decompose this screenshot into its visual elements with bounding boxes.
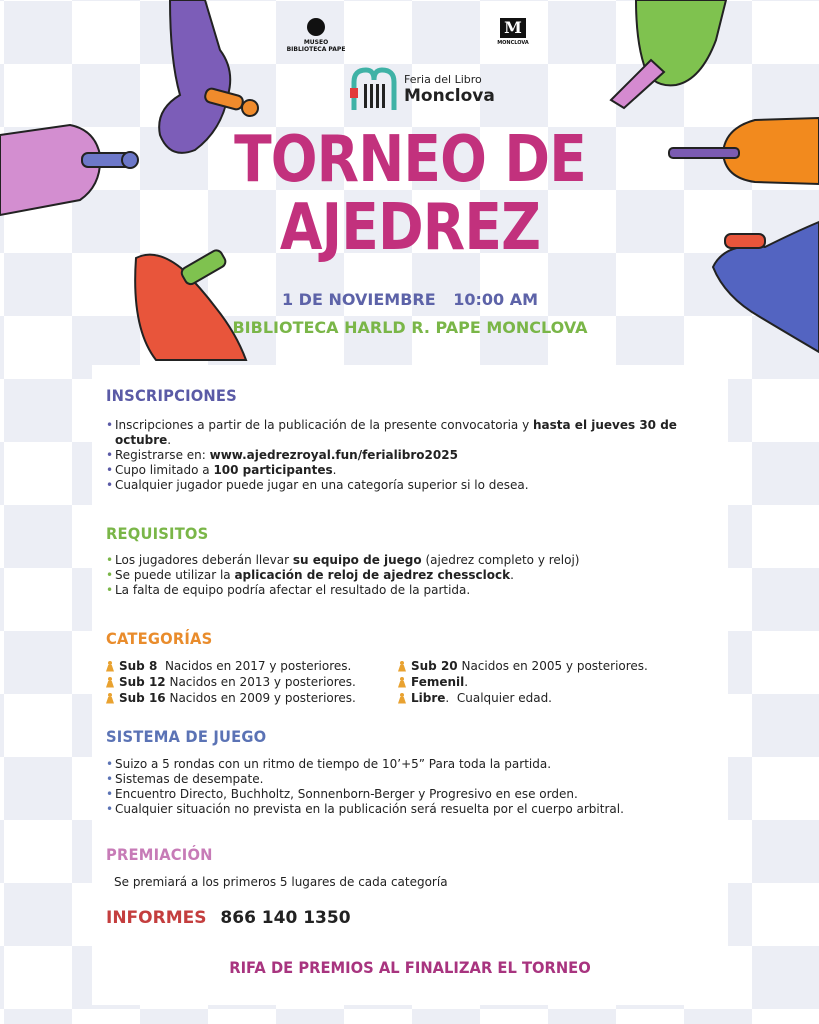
- list-item: • La falta de equipo podría afectar el resultado de la partida.: [106, 583, 726, 598]
- categorias-right-column: [398, 658, 708, 706]
- list-item: • Cualquier situación no prevista en la publicación será resuelta por el cuerpo arbitral.: [106, 802, 726, 817]
- list-item: • Suizo a 5 rondas con un ritmo de tiempo de 10’+5” Para toda la partida.: [106, 757, 726, 772]
- category-row: Sub 16 Nacidos en 2009 y posteriores.: [106, 690, 386, 706]
- heading-requisitos: REQUISITOS: [106, 524, 209, 543]
- sistema-list: [106, 757, 726, 817]
- categorias-left-column: [106, 658, 386, 706]
- informes-line: [106, 908, 351, 928]
- green-hand-icon: [606, 0, 726, 115]
- orange-hand-icon: [665, 118, 819, 184]
- museo-logo: MUSEO BIBLIOTECA PAPE: [282, 18, 350, 53]
- list-item: • Encuentro Directo, Buchholtz, Sonnenborn-Berger y Progresivo en ese orden.: [106, 787, 726, 802]
- list-item: • Sistemas de desempate.: [106, 772, 726, 787]
- registration-link[interactable]: www.ajedrezroyal.fun/ferialibro2025: [209, 448, 458, 462]
- event-date: 1 DE NOVIEMBRE: [281, 290, 436, 309]
- list-item: • Registrarse en: www.ajedrezroyal.fun/ferialibro2025: [106, 448, 726, 463]
- monclova-logo: M MONCLOVA: [497, 18, 529, 46]
- inscripciones-list: [106, 418, 726, 493]
- category-row: Femenil .: [398, 674, 708, 690]
- pawn-icon: [398, 661, 406, 672]
- pawn-icon: [106, 693, 114, 704]
- heading-premiacion: PREMIACIÓN: [106, 845, 213, 864]
- list-item: • Cualquier jugador puede jugar en una categoría superior si lo desea.: [106, 478, 726, 493]
- category-row: Sub 8 Nacidos en 2017 y posteriores.: [106, 658, 386, 674]
- list-item: • Cupo limitado a 100 participantes.: [106, 463, 726, 478]
- category-row: Sub 12 Nacidos en 2013 y posteriores.: [106, 674, 386, 690]
- pawn-icon: [106, 677, 114, 688]
- page-title-line-2: AJEDREZ: [279, 191, 541, 265]
- category-row: Sub 20 Nacidos en 2005 y posteriores.: [398, 658, 708, 674]
- page-title-line-1: TORNEO DE: [234, 123, 586, 197]
- category-row: Libre . Cualquier edad.: [398, 690, 708, 706]
- premiacion-text: Se premiará a los primeros 5 lugares de cada categoría: [114, 875, 448, 889]
- museo-logo-icon: [307, 18, 325, 36]
- pawn-icon: [398, 693, 406, 704]
- event-time: 10:00 AM: [453, 290, 539, 309]
- requisitos-list: [106, 553, 726, 598]
- pawn-icon: [106, 661, 114, 672]
- list-item: • Inscripciones a partir de la publicación de la presente convocatoria y hasta el jueves 30 de octubre.: [106, 418, 726, 448]
- list-item: • Los jugadores deberán llevar su equipo de juego (ajedrez completo y reloj): [106, 553, 726, 568]
- heading-categorias: CATEGORÍAS: [106, 629, 213, 648]
- monclova-logo-icon: M: [500, 18, 526, 38]
- event-date-time: [200, 290, 620, 309]
- rifa-banner: RIFA DE PREMIOS AL FINALIZAR EL TORNEO: [229, 958, 591, 977]
- feria-libro-logo: Feria del Libro Monclova: [350, 64, 500, 114]
- informes-phone[interactable]: 866 140 1350: [220, 908, 351, 928]
- list-item: • Se puede utilizar la aplicación de reloj de ajedrez chessclock.: [106, 568, 726, 583]
- pink-hand-icon: [0, 125, 140, 215]
- heading-sistema-de-juego: SISTEMA DE JUEGO: [106, 727, 267, 746]
- blue-hand-icon: [705, 222, 819, 352]
- informes-label: INFORMES: [106, 908, 207, 928]
- pawn-icon: [398, 677, 406, 688]
- feria-libro-logo-icon: [350, 66, 398, 112]
- heading-inscripciones: INSCRIPCIONES: [106, 386, 237, 405]
- event-place: BIBLIOTECA HARLD R. PAPE MONCLOVA: [232, 318, 588, 337]
